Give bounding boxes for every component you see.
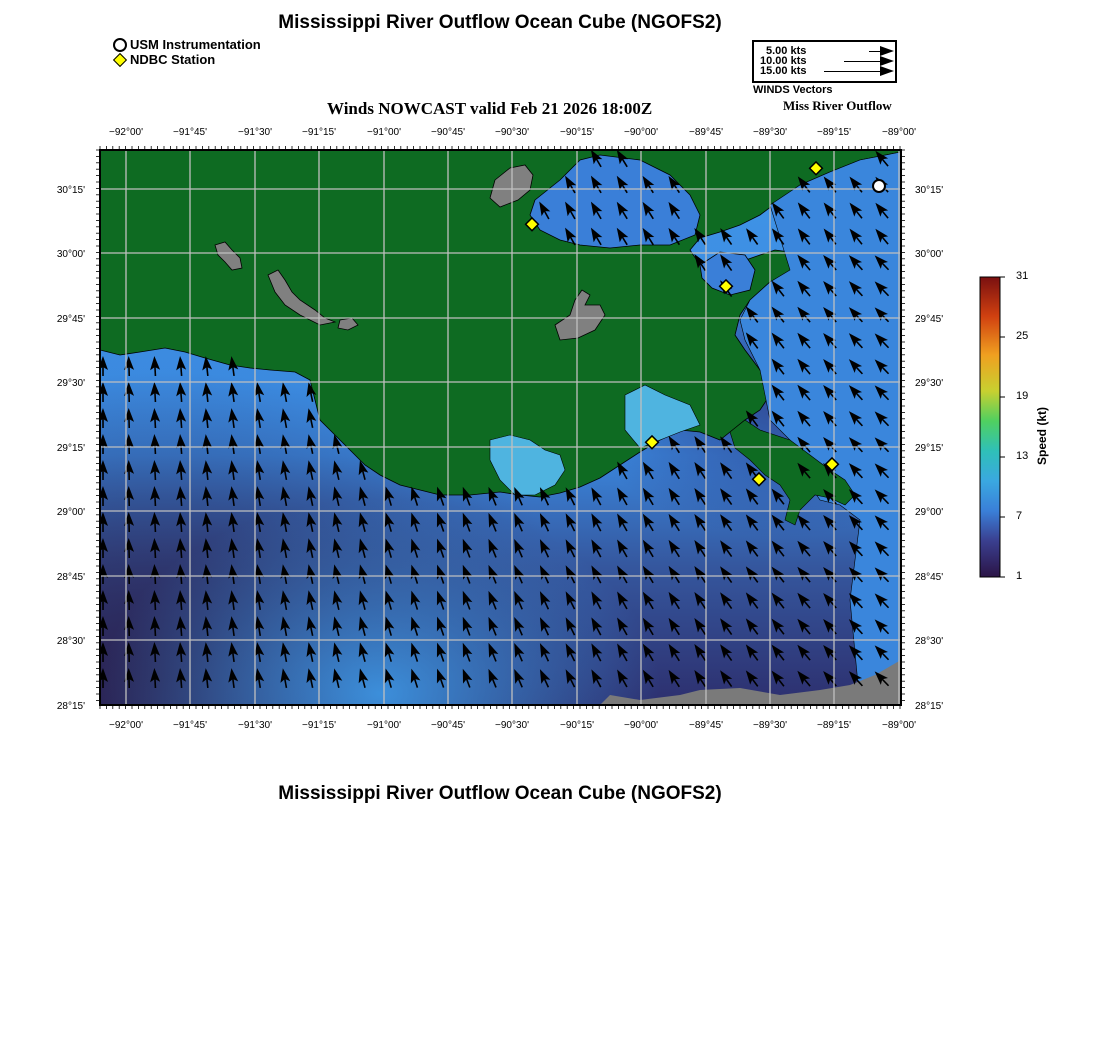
vector-10-label: 10.00 kts (760, 55, 807, 67)
lon-label-bottom: −89°30' (753, 720, 787, 731)
lat-label-left: 29°00' (56, 507, 85, 518)
latitude-labels-right (915, 185, 943, 712)
lat-label-left: 29°15' (56, 443, 85, 454)
lat-label-left: 28°30' (56, 636, 85, 647)
vector-15-label: 15.00 kts (760, 65, 807, 77)
lon-label-bottom: −91°15' (302, 720, 336, 731)
lon-label-bottom: −91°45' (173, 720, 207, 731)
lon-label-top: −91°45' (173, 127, 207, 138)
lon-label-top: −91°30' (238, 127, 272, 138)
colorbar-tick-label: 7 (1016, 510, 1023, 522)
lon-label-top: −89°45' (689, 127, 723, 138)
colorbar-tick-label: 19 (1016, 390, 1029, 402)
lon-label-bottom: −91°00' (367, 720, 401, 731)
region-label: Miss River Outflow (783, 98, 892, 113)
lon-label-bottom: −90°30' (495, 720, 529, 731)
lon-label-top: −89°15' (817, 127, 851, 138)
speed-colorbar (980, 277, 1000, 577)
lat-label-right: 30°00' (915, 249, 944, 260)
colorbar-tick-label: 13 (1016, 450, 1029, 462)
longitude-labels-top (109, 127, 916, 138)
lat-label-right: 29°15' (915, 443, 944, 454)
lat-label-left: 28°45' (56, 572, 85, 583)
lat-label-right: 28°30' (915, 636, 944, 647)
map-title: Mississippi River Outflow Ocean Cube (NGOFS2) (278, 12, 722, 33)
lon-label-top: −89°00' (882, 127, 916, 138)
lon-label-top: −90°45' (431, 127, 465, 138)
lon-label-bottom: −91°30' (238, 720, 272, 731)
lat-label-left: 30°00' (56, 249, 85, 260)
lon-label-top: −90°15' (560, 127, 594, 138)
colorbar-title: Speed (kt) (1035, 406, 1049, 465)
lon-label-bottom: −90°00' (624, 720, 658, 731)
lat-label-left: 30°15' (56, 185, 85, 196)
legend-ndbc-label: NDBC Station (130, 52, 216, 67)
lat-label-right: 29°45' (915, 314, 944, 325)
colorbar-tick-label: 25 (1016, 330, 1029, 342)
lon-label-top: −91°00' (367, 127, 401, 138)
lon-label-bottom: −89°45' (689, 720, 723, 731)
legend-usm-label: USM Instrumentation (130, 37, 261, 52)
lon-label-bottom: −92°00' (109, 720, 143, 731)
lat-label-left: 29°30' (56, 378, 85, 389)
colorbar-ticks (1000, 277, 1005, 577)
valid-time-subtitle: Winds NOWCAST valid Feb 21 2026 18:00Z (327, 99, 653, 118)
lon-label-bottom: −90°15' (560, 720, 594, 731)
map-area (98, 147, 901, 705)
lon-label-top: −89°30' (753, 127, 787, 138)
lat-label-right: 29°30' (915, 378, 944, 389)
lat-label-right: 30°15' (915, 185, 944, 196)
colorbar-tick-label: 1 (1016, 570, 1023, 582)
usm-station-marker[interactable] (873, 180, 885, 192)
lat-label-right: 29°00' (915, 507, 944, 518)
lon-label-bottom: −89°15' (817, 720, 851, 731)
vectors-caption: WINDS Vectors (753, 84, 833, 96)
lon-label-top: −90°30' (495, 127, 529, 138)
lat-label-left: 28°15' (56, 701, 85, 712)
lat-label-right: 28°45' (915, 572, 944, 583)
map-title-bottom: Mississippi River Outflow Ocean Cube (NGOFS2) (278, 783, 722, 804)
lon-label-bottom: −89°00' (882, 720, 916, 731)
lat-label-left: 29°45' (56, 314, 85, 325)
latitude-labels-left (57, 185, 85, 712)
lon-label-top: −90°00' (624, 127, 658, 138)
longitude-labels-bottom (109, 720, 916, 731)
lon-label-bottom: −90°45' (431, 720, 465, 731)
vector-5-label: 5.00 kts (766, 45, 807, 57)
lon-label-top: −91°15' (302, 127, 336, 138)
lon-label-top: −92°00' (109, 127, 143, 138)
lat-label-right: 28°15' (915, 701, 944, 712)
colorbar-tick-label: 31 (1016, 270, 1029, 282)
